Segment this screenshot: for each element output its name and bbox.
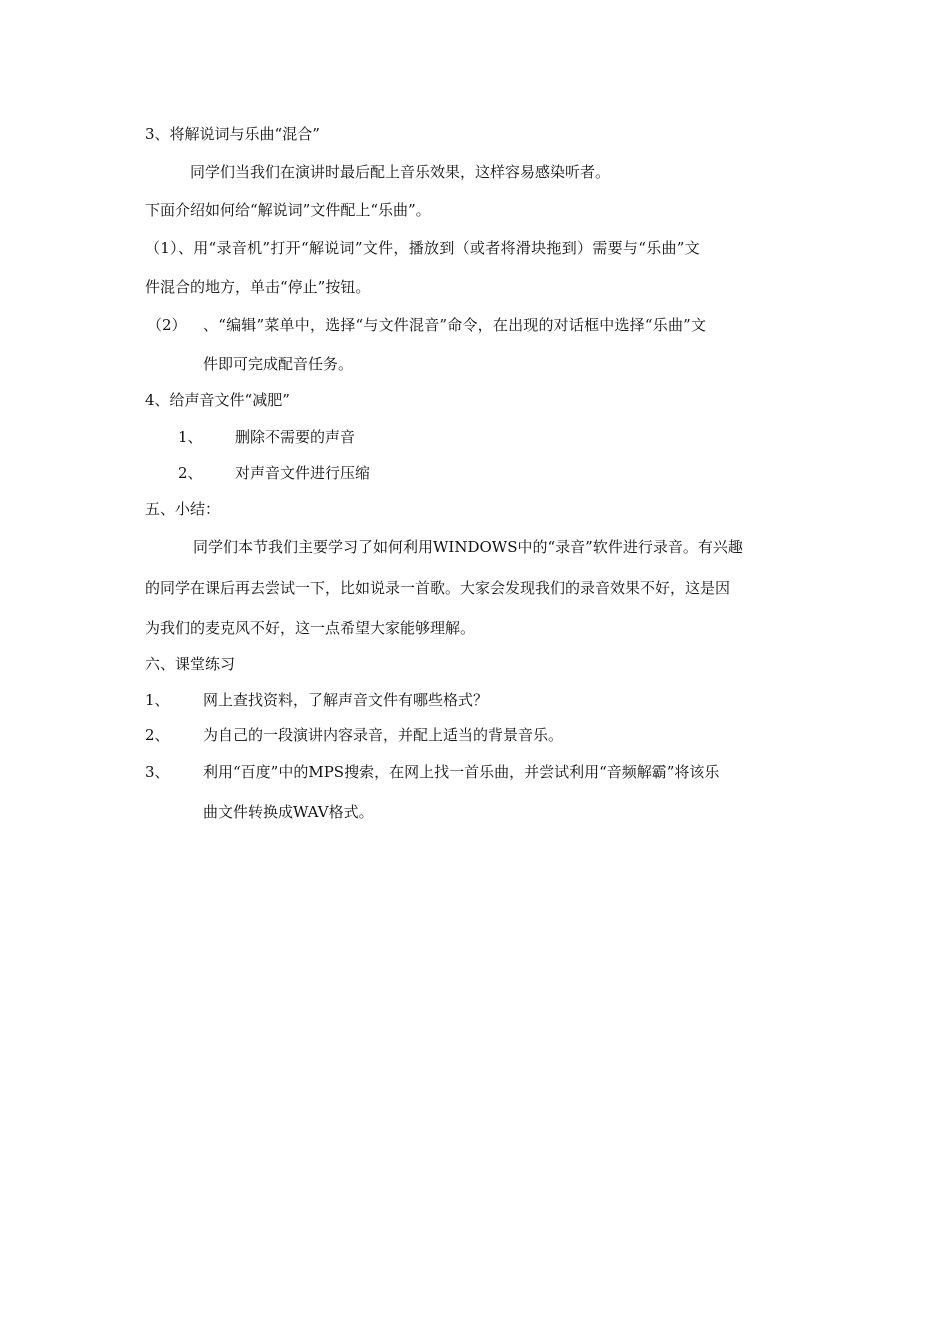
step-1-line-2: 件混合的地方，单击“停止”按钮。 [145,278,371,296]
section-4-item-1-text: 删除不需要的声音 [235,428,356,446]
summary-line-1: 同学们本节我们主要学习了如何利用WINDOWS中的“录音”软件进行录音。有兴趣 [193,538,743,556]
exercise-item-2-number: 2、 [145,726,170,744]
exercise-item-1-number: 1、 [145,691,170,709]
summary-heading: 五、小结： [145,500,221,518]
exercise-item-3-text: 利用“百度”中的MPS搜索，在网上找一首乐曲，并尝试利用“音频解霸”将该乐 [203,763,720,781]
section-4-item-2-number: 2、 [178,464,203,482]
step-2-line-1: 、“编辑”菜单中，选择“与文件混音”命令，在出现的对话框中选择“乐曲”文 [203,316,707,334]
exercise-item-1-text: 网上查找资料，了解声音文件有哪些格式？ [203,691,489,709]
step-1-line-1: （1）、用“录音机”打开“解说词”文件，播放到（或者将滑块拖到）需要与“乐曲”文 [145,239,701,257]
exercise-item-3-number: 3、 [145,763,170,781]
summary-line-2: 的同学在课后再去尝试一下，比如说录一首歌。大家会发现我们的录音效果不好，这是因 [145,579,731,597]
section-4-item-2-text: 对声音文件进行压缩 [235,464,371,482]
exercise-item-2-text: 为自己的一段演讲内容录音，并配上适当的背景音乐。 [203,726,564,744]
exercise-item-3-text-continued: 曲文件转换成WAV格式。 [203,803,374,821]
section-3-heading: 3、将解说词与乐曲“混合” [145,125,320,143]
step-2-line-2: 件即可完成配音任务。 [203,355,354,373]
section-3-intro: 同学们当我们在演讲时最后配上音乐效果，这样容易感染听者。 [190,163,611,181]
summary-line-3: 为我们的麦克风不好，这一点希望大家能够理解。 [145,619,476,637]
section-3-lead: 下面介绍如何给“解说词”文件配上“乐曲”。 [145,201,431,219]
section-4-item-1-number: 1、 [178,428,203,446]
section-4-heading: 4、给声音文件“减肥” [145,391,290,409]
step-2-number: （2） [147,316,187,334]
exercise-heading: 六、课堂练习 [145,655,236,673]
